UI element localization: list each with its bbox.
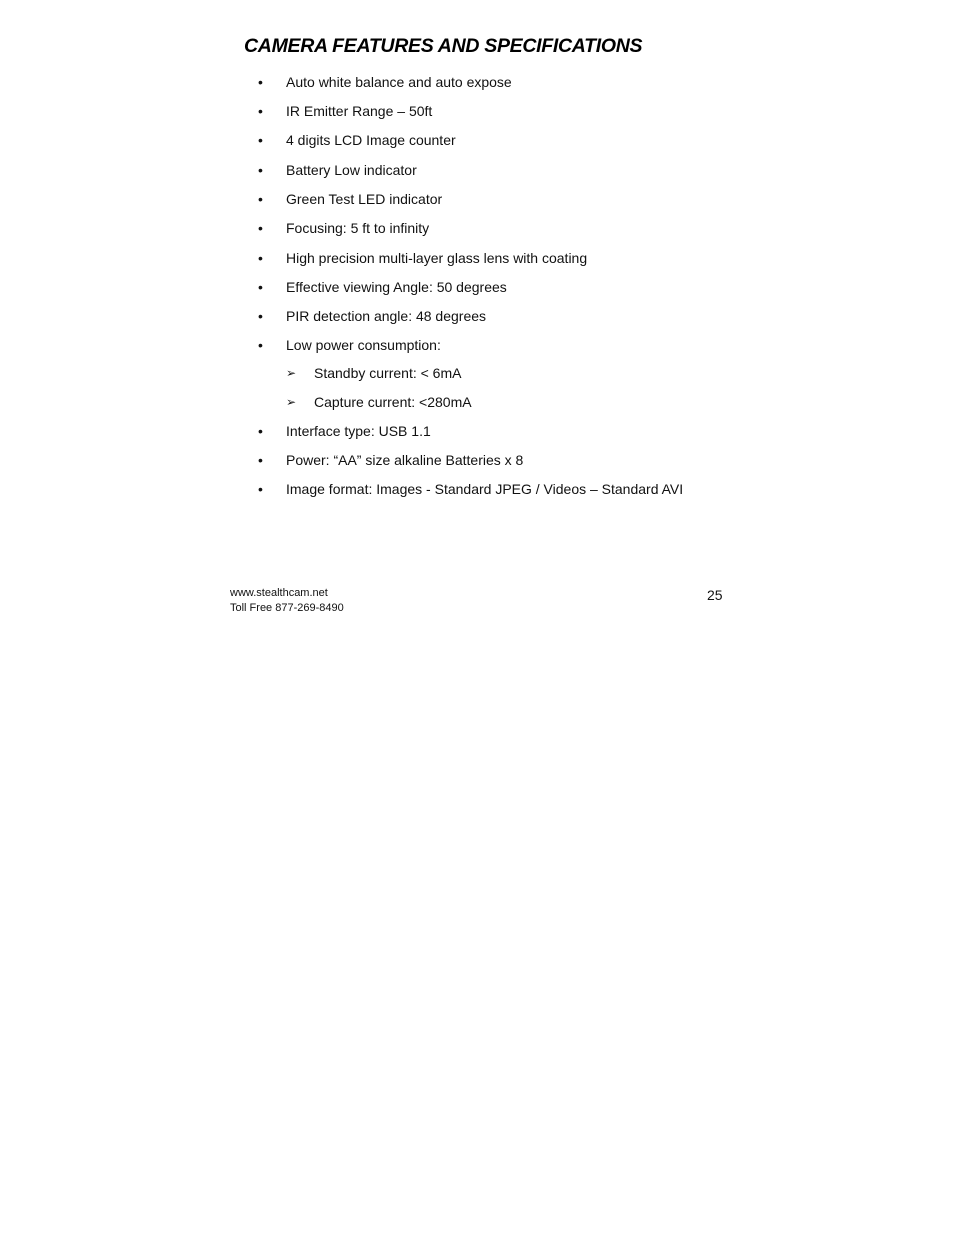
list-item-text: IR Emitter Range – 50ft bbox=[286, 103, 433, 119]
list-item-text: Low power consumption: bbox=[286, 337, 441, 353]
list-item-text: PIR detection angle: 48 degrees bbox=[286, 308, 487, 324]
list-item-text: Effective viewing Angle: 50 degrees bbox=[286, 279, 507, 295]
bullet-icon: • bbox=[258, 308, 263, 324]
sub-list-item-text: Capture current: <280mA bbox=[314, 394, 472, 410]
bullet-icon: • bbox=[258, 452, 263, 468]
bullet-icon: • bbox=[258, 74, 263, 90]
arrow-bullet-icon: ➢ bbox=[286, 366, 297, 380]
page-title: CAMERA FEATURES AND SPECIFICATIONS bbox=[244, 35, 643, 57]
list-item-text: Interface type: USB 1.1 bbox=[286, 423, 431, 439]
bullet-icon: • bbox=[258, 191, 263, 207]
bullet-icon: • bbox=[258, 250, 263, 266]
list-item-text: Power: “AA” size alkaline Batteries x 8 bbox=[286, 452, 524, 468]
arrow-bullet-icon: ➢ bbox=[286, 395, 297, 409]
bullet-icon: • bbox=[258, 103, 263, 119]
bullet-icon: • bbox=[258, 162, 263, 178]
list-item-text: 4 digits LCD Image counter bbox=[286, 132, 456, 148]
page-number: 25 bbox=[707, 587, 723, 603]
list-item-text: Image format: Images - Standard JPEG / Videos – Standard AVI bbox=[286, 481, 684, 497]
list-item-text: Focusing: 5 ft to infinity bbox=[286, 220, 430, 236]
footer-website: www.stealthcam.net bbox=[230, 587, 328, 599]
list-item-text: High precision multi-layer glass lens with coating bbox=[286, 250, 588, 266]
list-item-text: Auto white balance and auto expose bbox=[286, 74, 512, 90]
bullet-icon: • bbox=[258, 220, 263, 236]
sub-list-item-text: Standby current: < 6mA bbox=[314, 365, 462, 381]
bullet-icon: • bbox=[258, 279, 263, 295]
list-item-text: Battery Low indicator bbox=[286, 162, 417, 178]
bullet-icon: • bbox=[258, 337, 263, 353]
bullet-icon: • bbox=[258, 132, 263, 148]
bullet-icon: • bbox=[258, 423, 263, 439]
footer-phone: Toll Free 877-269-8490 bbox=[230, 602, 344, 614]
list-item-text: Green Test LED indicator bbox=[286, 191, 443, 207]
bullet-icon: • bbox=[258, 481, 263, 497]
